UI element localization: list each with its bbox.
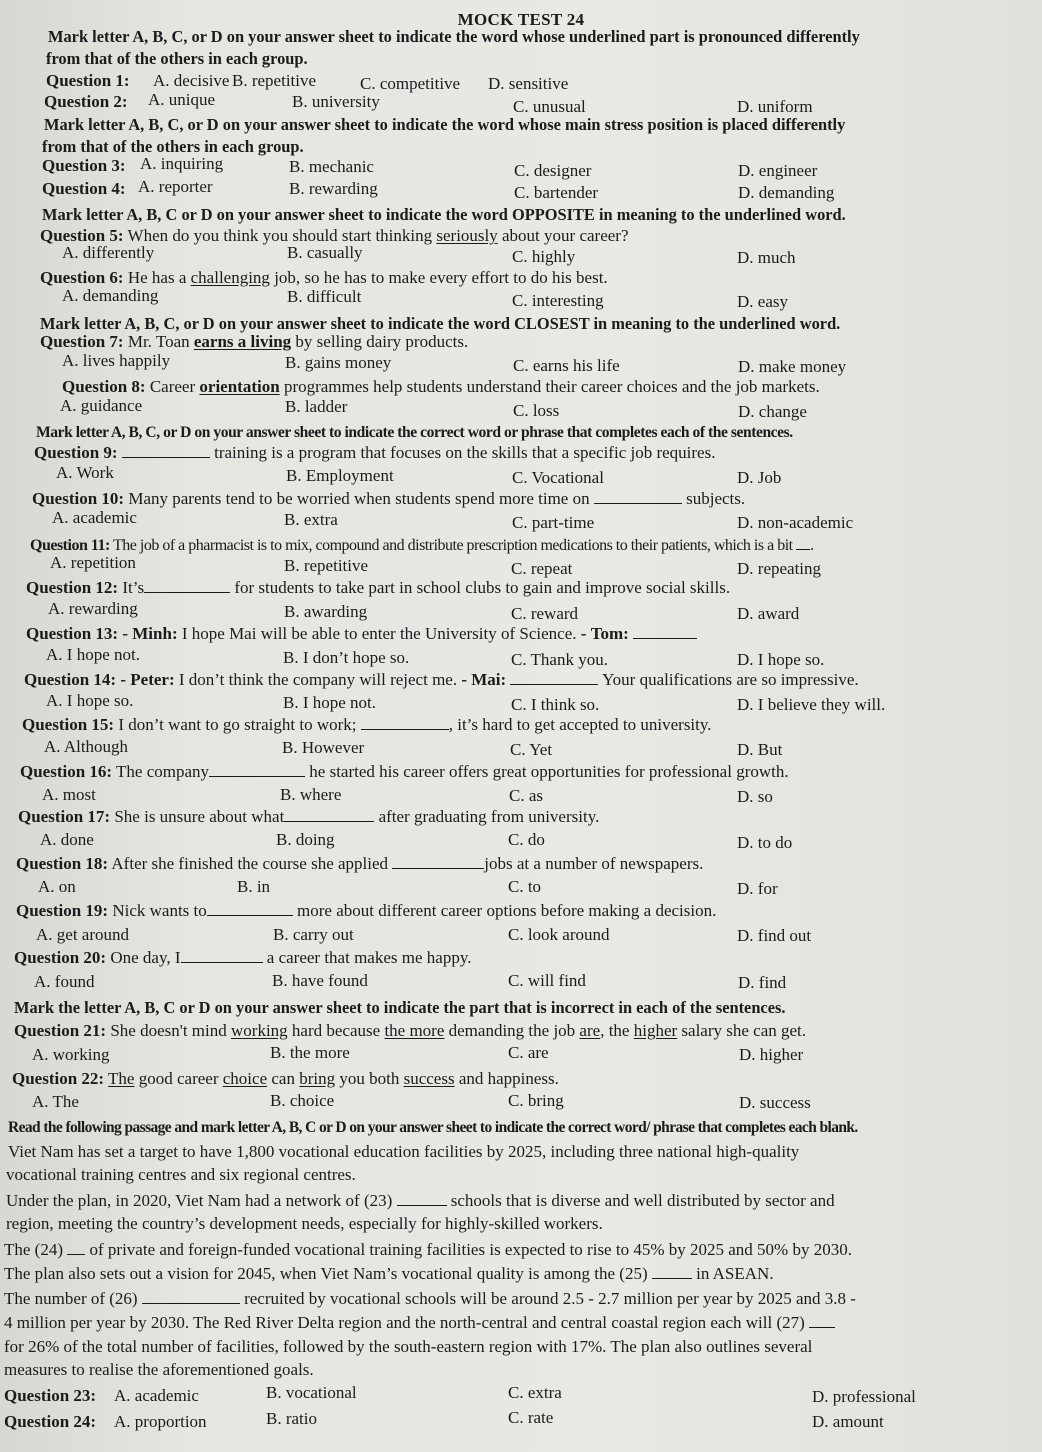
question-label: Question 12: — [26, 578, 119, 597]
option-d: D. find out — [737, 926, 812, 945]
question-label: Question 21: — [14, 1021, 107, 1040]
dialogue-dash: - — [461, 670, 468, 689]
question-label: Question 18: — [16, 854, 109, 873]
option-b: B. where — [280, 785, 342, 804]
question-text: She is unsure about what — [114, 807, 285, 826]
question-text-end: about your career? — [502, 226, 629, 245]
underlined-part-b: the more — [384, 1021, 445, 1040]
option-a: A. guidance — [60, 396, 143, 415]
answer-blank — [796, 535, 810, 550]
instruction-opposite: Mark letter A, B, C or D on your answer sheet to indicate the word OPPOSITE in meaning to the underlined word. — [42, 205, 846, 224]
option-b: B. rewarding — [289, 179, 378, 198]
option-a: A. academic — [114, 1386, 199, 1405]
option-b: B. difficult — [287, 287, 362, 306]
question-24 — [4, 1412, 96, 1432]
question-8 — [62, 377, 820, 397]
answer-blank — [392, 854, 484, 869]
option-b: B. However — [282, 738, 365, 757]
page-title: MOCK TEST 24 — [457, 10, 585, 29]
option-d: D. amount — [812, 1412, 884, 1431]
option-b: B. awarding — [284, 602, 368, 621]
question-4 — [42, 179, 126, 199]
text-part: can — [271, 1069, 295, 1088]
option-c: C. loss — [513, 401, 560, 420]
question-20 — [14, 948, 471, 968]
option-d: D. to do — [737, 833, 793, 852]
option-a: A. lives happily — [62, 351, 171, 370]
option-c: C. earns his life — [513, 356, 620, 375]
instruction-stress-cont: from that of the others in each group. — [42, 137, 304, 156]
option-d: D. Job — [737, 468, 782, 487]
question-23 — [4, 1386, 96, 1406]
speaker-name: Peter: — [130, 670, 175, 689]
question-text-end: subjects. — [686, 489, 746, 508]
option-b: B. vocational — [266, 1383, 357, 1402]
dialogue-line: I hope Mai will be able to enter the University of Science. — [181, 624, 577, 643]
question-text: After she finished the course she applied — [111, 854, 389, 873]
passage-text: of private and foreign-funded vocational training facilities is expected to rise to 45% by 2025 and 50% by 2030. — [89, 1240, 852, 1259]
question-label: Question 3: — [42, 156, 126, 175]
text-part: hard because — [291, 1021, 381, 1040]
option-a: A. The — [32, 1092, 79, 1111]
passage-text: 4 million per year by 2030. The Red River Delta region and the north-central and central coastal region each will (27) — [4, 1313, 805, 1332]
question-text-end: for students to take part in school clubs to gain and improve social skills. — [234, 578, 731, 597]
option-c: C. competitive — [360, 74, 461, 93]
question-label: Question 16: — [20, 762, 113, 781]
passage-text: recruited by vocational schools will be around 2.5 - 2.7 million per year by 2025 and 3.8 - — [244, 1289, 856, 1308]
question-label: Question 13: — [26, 624, 119, 643]
instruction-pronunciation-cont: from that of the others in each group. — [46, 49, 308, 68]
question-label: Question 8: — [62, 377, 146, 396]
option-d: D. for — [737, 879, 778, 898]
question-21 — [14, 1021, 806, 1041]
underlined-part-c: are — [579, 1021, 601, 1040]
option-c: C. rate — [508, 1408, 554, 1427]
option-d: D. demanding — [738, 183, 835, 202]
answer-blank — [181, 948, 263, 963]
option-d: D. much — [737, 248, 796, 267]
question-text: The job of a pharmacist is to mix, compound and distribute prescription medications to their patients, which is a bit — [113, 537, 793, 554]
option-c: C. extra — [508, 1383, 562, 1402]
option-c: C. Yet — [510, 740, 553, 759]
option-a: A. get around — [36, 925, 130, 944]
instruction-passage: Read the following passage and mark letter A, B, C or D on your answer sheet to indicate the correct word/ phrase that completes each blank. — [8, 1119, 858, 1136]
option-d: D. award — [737, 604, 800, 623]
passage-line — [4, 1289, 856, 1309]
instruction-error: Mark the letter A, B, C or D on your answer sheet to indicate the part that is incorrect in each of the sentences. — [14, 998, 786, 1017]
passage-line — [4, 1240, 852, 1260]
question-label: Question 5: — [40, 226, 124, 245]
question-text: One day, I — [110, 948, 181, 967]
passage-blank-24 — [67, 1240, 85, 1255]
option-c: C. bring — [508, 1091, 564, 1110]
question-text-end: job, so he has to make every effort to do his best. — [274, 268, 608, 287]
option-d: D. But — [737, 740, 783, 759]
option-a: A. rewarding — [48, 599, 138, 618]
underlined-part-d: higher — [633, 1021, 678, 1040]
answer-blank — [207, 901, 293, 916]
option-d: D. so — [737, 787, 773, 806]
question-text-end: more about different career options before making a decision. — [297, 901, 717, 920]
question-text-end: he started his career offers great opportunities for professional growth. — [309, 762, 789, 781]
option-a: A. repetition — [50, 553, 136, 572]
answer-blank — [284, 807, 374, 822]
question-label: Question 20: — [14, 948, 107, 967]
option-b: B. ladder — [285, 397, 348, 416]
option-d: D. higher — [739, 1045, 804, 1064]
passage-text: in ASEAN. — [696, 1264, 774, 1283]
answer-blank — [594, 489, 682, 504]
dialogue-dash: - — [120, 670, 127, 689]
option-b: B. repetitive — [232, 71, 317, 90]
option-c: C. unusual — [513, 97, 586, 116]
passage-text: Under the plan, in 2020, Viet Nam had a network of (23) — [6, 1191, 393, 1210]
option-b: B. choice — [270, 1091, 335, 1110]
option-a: A. inquiring — [140, 154, 224, 173]
question-17 — [18, 807, 599, 827]
passage-line: vocational training centres and six regional centres. — [6, 1165, 356, 1184]
question-text: He has a — [127, 268, 187, 287]
question-11 — [30, 535, 814, 556]
underlined-part-b: choice — [222, 1069, 268, 1088]
option-d: D. sensitive — [488, 74, 569, 93]
option-d: D. success — [739, 1093, 811, 1112]
passage-line: region, meeting the country’s development needs, especially for highly-skilled workers. — [6, 1214, 603, 1233]
option-d: D. engineer — [738, 161, 818, 180]
option-b: B. gains money — [285, 353, 392, 372]
option-a: A. most — [42, 785, 96, 804]
dialogue-line: I don’t think the company will reject me. — [178, 670, 458, 689]
question-18 — [16, 854, 703, 874]
question-14 — [24, 670, 859, 690]
instruction-closest: Mark letter A, B, C, or D on your answer sheet to indicate the word CLOSEST in meaning to the underlined word. — [40, 314, 841, 333]
option-c: C. reward — [511, 604, 579, 623]
option-c: C. highly — [512, 247, 576, 266]
question-10 — [32, 489, 745, 509]
passage-blank-27 — [809, 1313, 835, 1328]
text-part: good career — [138, 1069, 219, 1088]
passage-line: measures to realise the aforementioned goals. — [4, 1360, 314, 1379]
question-19 — [16, 901, 716, 921]
option-a: A. reporter — [138, 177, 213, 196]
question-16 — [20, 762, 789, 782]
option-d: D. change — [738, 402, 807, 421]
option-c: C. do — [508, 830, 545, 849]
passage-blank-25 — [652, 1264, 692, 1279]
question-label: Question 11: — [30, 537, 110, 554]
question-text: Mr. Toan — [127, 332, 190, 351]
question-text: Many parents tend to be worried when students spend more time on — [128, 489, 590, 508]
passage-line — [4, 1313, 835, 1333]
question-label: Question 19: — [16, 901, 109, 920]
speaker-name: Minh: — [132, 624, 178, 643]
answer-blank — [122, 443, 210, 458]
passage-text: The plan also sets out a vision for 2045, when Viet Nam’s vocational quality is among the (25) — [4, 1264, 648, 1283]
option-d: D. find — [738, 973, 787, 992]
question-12 — [26, 578, 730, 598]
option-a: A. demanding — [62, 286, 159, 305]
question-3 — [42, 156, 126, 176]
option-b: B. have found — [272, 971, 368, 990]
option-b: B. Employment — [286, 466, 394, 485]
option-a: A. I hope not. — [46, 645, 140, 664]
passage-text: schools that is diverse and well distributed by sector and — [450, 1191, 835, 1210]
underlined-part-a: The — [108, 1069, 135, 1088]
option-b: B. I don’t hope so. — [283, 648, 410, 667]
question-text: When do you think you should start thinking — [127, 226, 433, 245]
passage-line — [4, 1264, 774, 1284]
underlined-phrase: earns a living — [193, 332, 292, 351]
question-text: I don’t want to go straight to work; — [118, 715, 357, 734]
text-part: , the — [600, 1021, 630, 1040]
option-a: A. unique — [148, 90, 216, 109]
option-b: B. in — [237, 877, 271, 896]
speaker-name: Mai: — [471, 670, 507, 689]
text-part: She doesn't mind — [110, 1021, 227, 1040]
question-1 — [46, 71, 130, 91]
option-d: D. professional — [812, 1387, 916, 1406]
answer-blank — [209, 762, 305, 777]
option-b: B. carry out — [273, 925, 354, 944]
question-text-end: after graduating from university. — [378, 807, 600, 826]
option-a: A. decisive — [153, 71, 230, 90]
option-a: A. on — [38, 877, 76, 896]
question-label: Question 23: — [4, 1386, 97, 1405]
option-b: B. university — [292, 92, 380, 111]
underlined-part-c: bring — [299, 1069, 336, 1088]
question-text-end: , it’s hard to get accepted to university. — [448, 715, 712, 734]
option-b: B. the more — [270, 1043, 350, 1062]
question-text: training is a program that focuses on the skills that a specific job requires. — [214, 443, 716, 462]
underlined-word: challenging — [190, 268, 270, 287]
question-text-end: by selling dairy products. — [295, 332, 469, 351]
option-a: A. proportion — [114, 1412, 207, 1431]
option-c: C. look around — [508, 925, 610, 944]
option-d: D. easy — [737, 292, 788, 311]
instruction-pronunciation: Mark letter A, B, C, or D on your answer sheet to indicate the word whose underlined part is pronounced differently — [48, 27, 860, 46]
option-b: B. mechanic — [289, 157, 374, 176]
option-c: C. interesting — [512, 291, 604, 310]
option-b: B. ratio — [266, 1409, 317, 1428]
passage-line: for 26% of the total number of facilities, followed by the south-eastern region with 17%. The plan also outlines several — [4, 1337, 813, 1356]
question-13 — [26, 624, 697, 644]
text-part: salary she can get. — [681, 1021, 807, 1040]
question-22 — [12, 1069, 559, 1089]
text-part: you both — [339, 1069, 400, 1088]
option-d: D. I believe they will. — [737, 695, 886, 714]
option-c: C. to — [508, 877, 542, 896]
question-label: Question 7: — [40, 332, 124, 351]
option-c: C. bartender — [514, 183, 599, 202]
question-text: Nick wants to — [112, 901, 207, 920]
instruction-stress: Mark letter A, B, C, or D on your answer sheet to indicate the word whose main stress position is placed differently — [44, 115, 846, 134]
passage-line: Viet Nam has set a target to have 1,800 vocational education facilities by 2025, including three national high-quality — [8, 1142, 800, 1161]
instruction-completion: Mark letter A, B, C, or D on your answer sheet to indicate the correct word or phrase that completes each of the sentences. — [36, 424, 793, 441]
option-c: C. are — [508, 1043, 549, 1062]
question-text-end: jobs at a number of newspapers. — [484, 854, 704, 873]
answer-blank — [633, 624, 697, 639]
text-part: demanding the job — [448, 1021, 576, 1040]
question-label: Question 1: — [46, 71, 130, 90]
question-label: Question 14: — [24, 670, 117, 689]
answer-blank — [361, 715, 449, 730]
question-text: It’s — [122, 578, 145, 597]
question-9 — [34, 443, 715, 463]
question-label: Question 17: — [18, 807, 111, 826]
question-label: Question 22: — [12, 1069, 105, 1088]
option-a: A. Work — [56, 463, 114, 482]
underlined-word: seriously — [436, 226, 498, 245]
option-a: A. working — [32, 1045, 110, 1064]
passage-blank-23 — [397, 1191, 447, 1206]
option-c: C. part-time — [512, 513, 595, 532]
option-b: B. doing — [276, 830, 335, 849]
option-b: B. I hope not. — [283, 693, 377, 712]
question-text-end: a career that makes me happy. — [266, 948, 472, 967]
option-a: A. I hope so. — [46, 691, 134, 710]
question-label: Question 24: — [4, 1412, 97, 1431]
option-c: C. as — [509, 786, 543, 805]
option-d: D. I hope so. — [737, 650, 825, 669]
option-a: A. done — [40, 830, 94, 849]
question-6 — [40, 268, 608, 288]
underlined-part-d: success — [403, 1069, 455, 1088]
passage-text: The (24) — [4, 1240, 64, 1259]
speaker-name: Tom: — [590, 624, 629, 643]
option-d: D. uniform — [737, 97, 813, 116]
question-7 — [40, 332, 468, 352]
answer-blank — [510, 670, 598, 685]
passage-line — [6, 1191, 835, 1211]
option-a: A. found — [34, 972, 95, 991]
option-c: C. will find — [508, 971, 586, 990]
question-15 — [22, 715, 712, 735]
question-label: Question 10: — [32, 489, 125, 508]
option-a: A. academic — [52, 508, 137, 527]
question-label: Question 6: — [40, 268, 124, 287]
option-a: A. Although — [44, 737, 129, 756]
option-c: C. I think so. — [511, 695, 600, 714]
option-a: A. differently — [62, 243, 155, 262]
answer-blank — [144, 578, 230, 593]
question-label: Question 4: — [42, 179, 126, 198]
question-2 — [44, 92, 128, 112]
passage-text: The number of (26) — [4, 1289, 138, 1308]
option-d: D. make money — [738, 357, 847, 376]
question-label: Question 9: — [34, 443, 118, 462]
option-b: B. repetitive — [284, 556, 369, 575]
dialogue-line-end: Your qualifications are so impressive. — [602, 670, 859, 689]
question-label: Question 2: — [44, 92, 128, 111]
underlined-word: orientation — [199, 377, 280, 396]
option-b: B. extra — [284, 510, 338, 529]
text-part: and happiness. — [458, 1069, 559, 1088]
dialogue-dash: - — [122, 624, 129, 643]
option-d: D. repeating — [737, 559, 822, 578]
underlined-part-a: working — [231, 1021, 288, 1040]
question-label: Question 15: — [22, 715, 115, 734]
option-c: C. Thank you. — [511, 650, 608, 669]
question-text: The company — [116, 762, 210, 781]
question-text-end: programmes help students understand their career choices and the job markets. — [283, 377, 820, 396]
question-text: Career — [149, 377, 196, 396]
option-c: C. designer — [514, 161, 592, 180]
question-text-end: . — [810, 537, 814, 554]
option-c: C. Vocational — [512, 468, 604, 487]
option-b: B. casually — [287, 243, 363, 262]
dialogue-dash: - — [580, 624, 587, 643]
option-c: C. repeat — [511, 559, 573, 578]
passage-blank-26 — [142, 1289, 240, 1304]
option-d: D. non-academic — [737, 513, 854, 532]
